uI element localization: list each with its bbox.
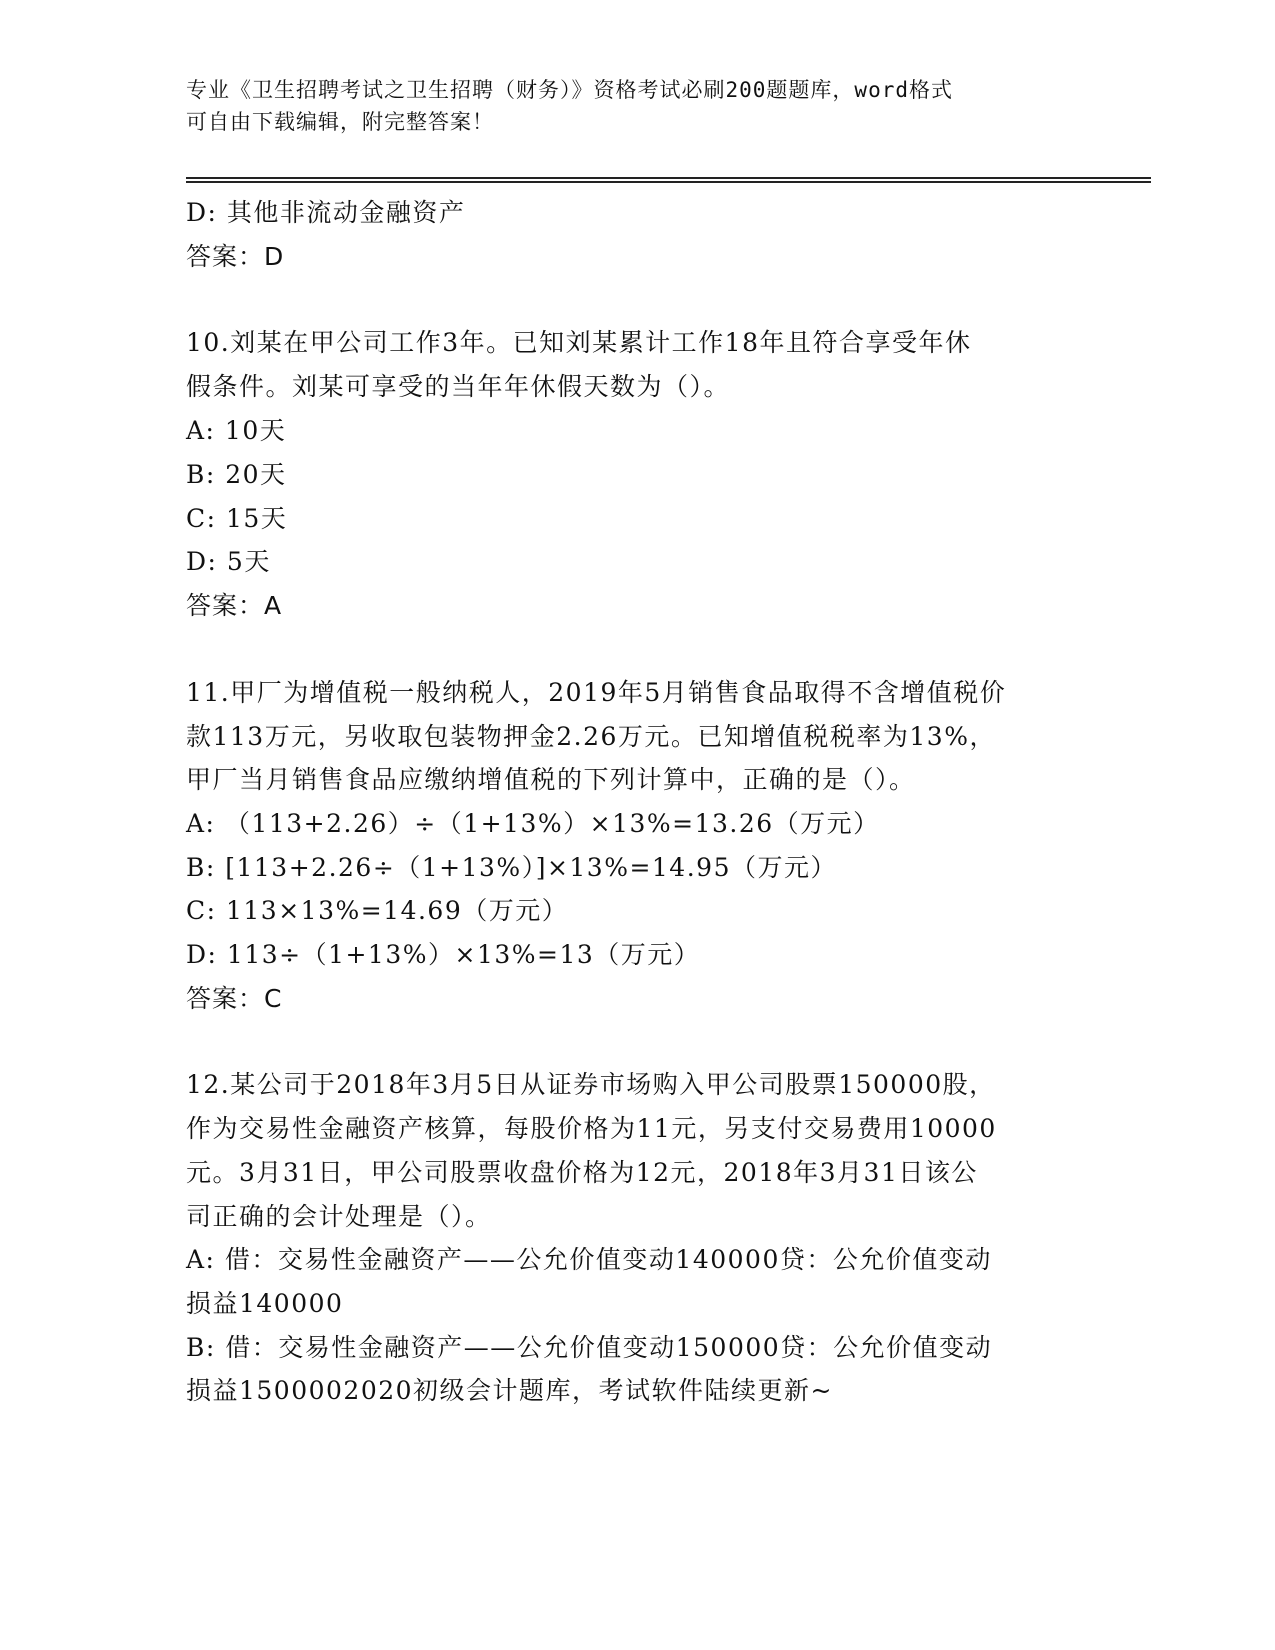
- q10-option-c: C: 15天: [186, 504, 288, 533]
- prev-answer: 答案：D: [186, 242, 285, 271]
- q11-answer: 答案：C: [186, 984, 283, 1013]
- q10-option-a: A: 10天: [186, 416, 287, 445]
- q12-option-b-line-2: 损益1500002020初级会计题库，考试软件陆续更新~: [186, 1376, 834, 1405]
- q12-stem-line-3: 元。3月31日，甲公司股票收盘价格为12元，2018年3月31日该公: [186, 1158, 978, 1187]
- header-rule-bottom: [186, 181, 1151, 183]
- header-rule-top: [186, 177, 1151, 179]
- header-line-1: 专业《卫生招聘考试之卫生招聘（财务）》资格考试必刷200题题库，word格式: [186, 78, 953, 102]
- q11-option-a: A: （113+2.26）÷（1+13%）×13%=13.26（万元）: [186, 809, 880, 838]
- q12-option-a-line-1: A: 借：交易性金融资产——公允价值变动140000贷：公允价值变动: [186, 1245, 992, 1274]
- prev-option-d: D: 其他非流动金融资产: [186, 198, 466, 227]
- q11-stem-line-2: 款113万元，另收取包装物押金2.26万元。已知增值税税率为13%，: [186, 722, 996, 751]
- q10-stem-line-1: 10.刘某在甲公司工作3年。已知刘某累计工作18年且符合享受年休: [186, 328, 972, 357]
- q11-option-b: B: [113+2.26÷（1+13%）]×13%=14.95（万元）: [186, 853, 837, 882]
- header-line-2: 可自由下载编辑，附完整答案！: [186, 110, 494, 134]
- q10-stem-line-2: 假条件。刘某可享受的当年年休假天数为（）。: [186, 372, 731, 401]
- q11-stem-line-1: 11.甲厂为增值税一般纳税人，2019年5月销售食品取得不含增值税价: [186, 678, 1007, 707]
- q11-option-c: C: 113×13%=14.69（万元）: [186, 896, 569, 925]
- q10-answer: 答案：A: [186, 591, 283, 620]
- q11-stem-line-3: 甲厂当月销售食品应缴纳增值税的下列计算中，正确的是（）。: [186, 765, 916, 794]
- q12-stem-line-2: 作为交易性金融资产核算，每股价格为11元，另支付交易费用10000: [186, 1114, 997, 1143]
- q12-option-a-line-2: 损益140000: [186, 1289, 344, 1318]
- q10-option-d: D: 5天: [186, 547, 271, 576]
- q10-option-b: B: 20天: [186, 460, 287, 489]
- document-header: [186, 74, 1086, 138]
- q12-stem-line-1: 12.某公司于2018年3月5日从证券市场购入甲公司股票150000股，: [186, 1070, 996, 1099]
- q12-option-b-line-1: B: 借：交易性金融资产——公允价值变动150000贷：公允价值变动: [186, 1333, 993, 1362]
- q12-stem-line-4: 司正确的会计处理是（）。: [186, 1202, 492, 1231]
- q11-option-d: D: 113÷（1+13%）×13%=13（万元）: [186, 940, 701, 969]
